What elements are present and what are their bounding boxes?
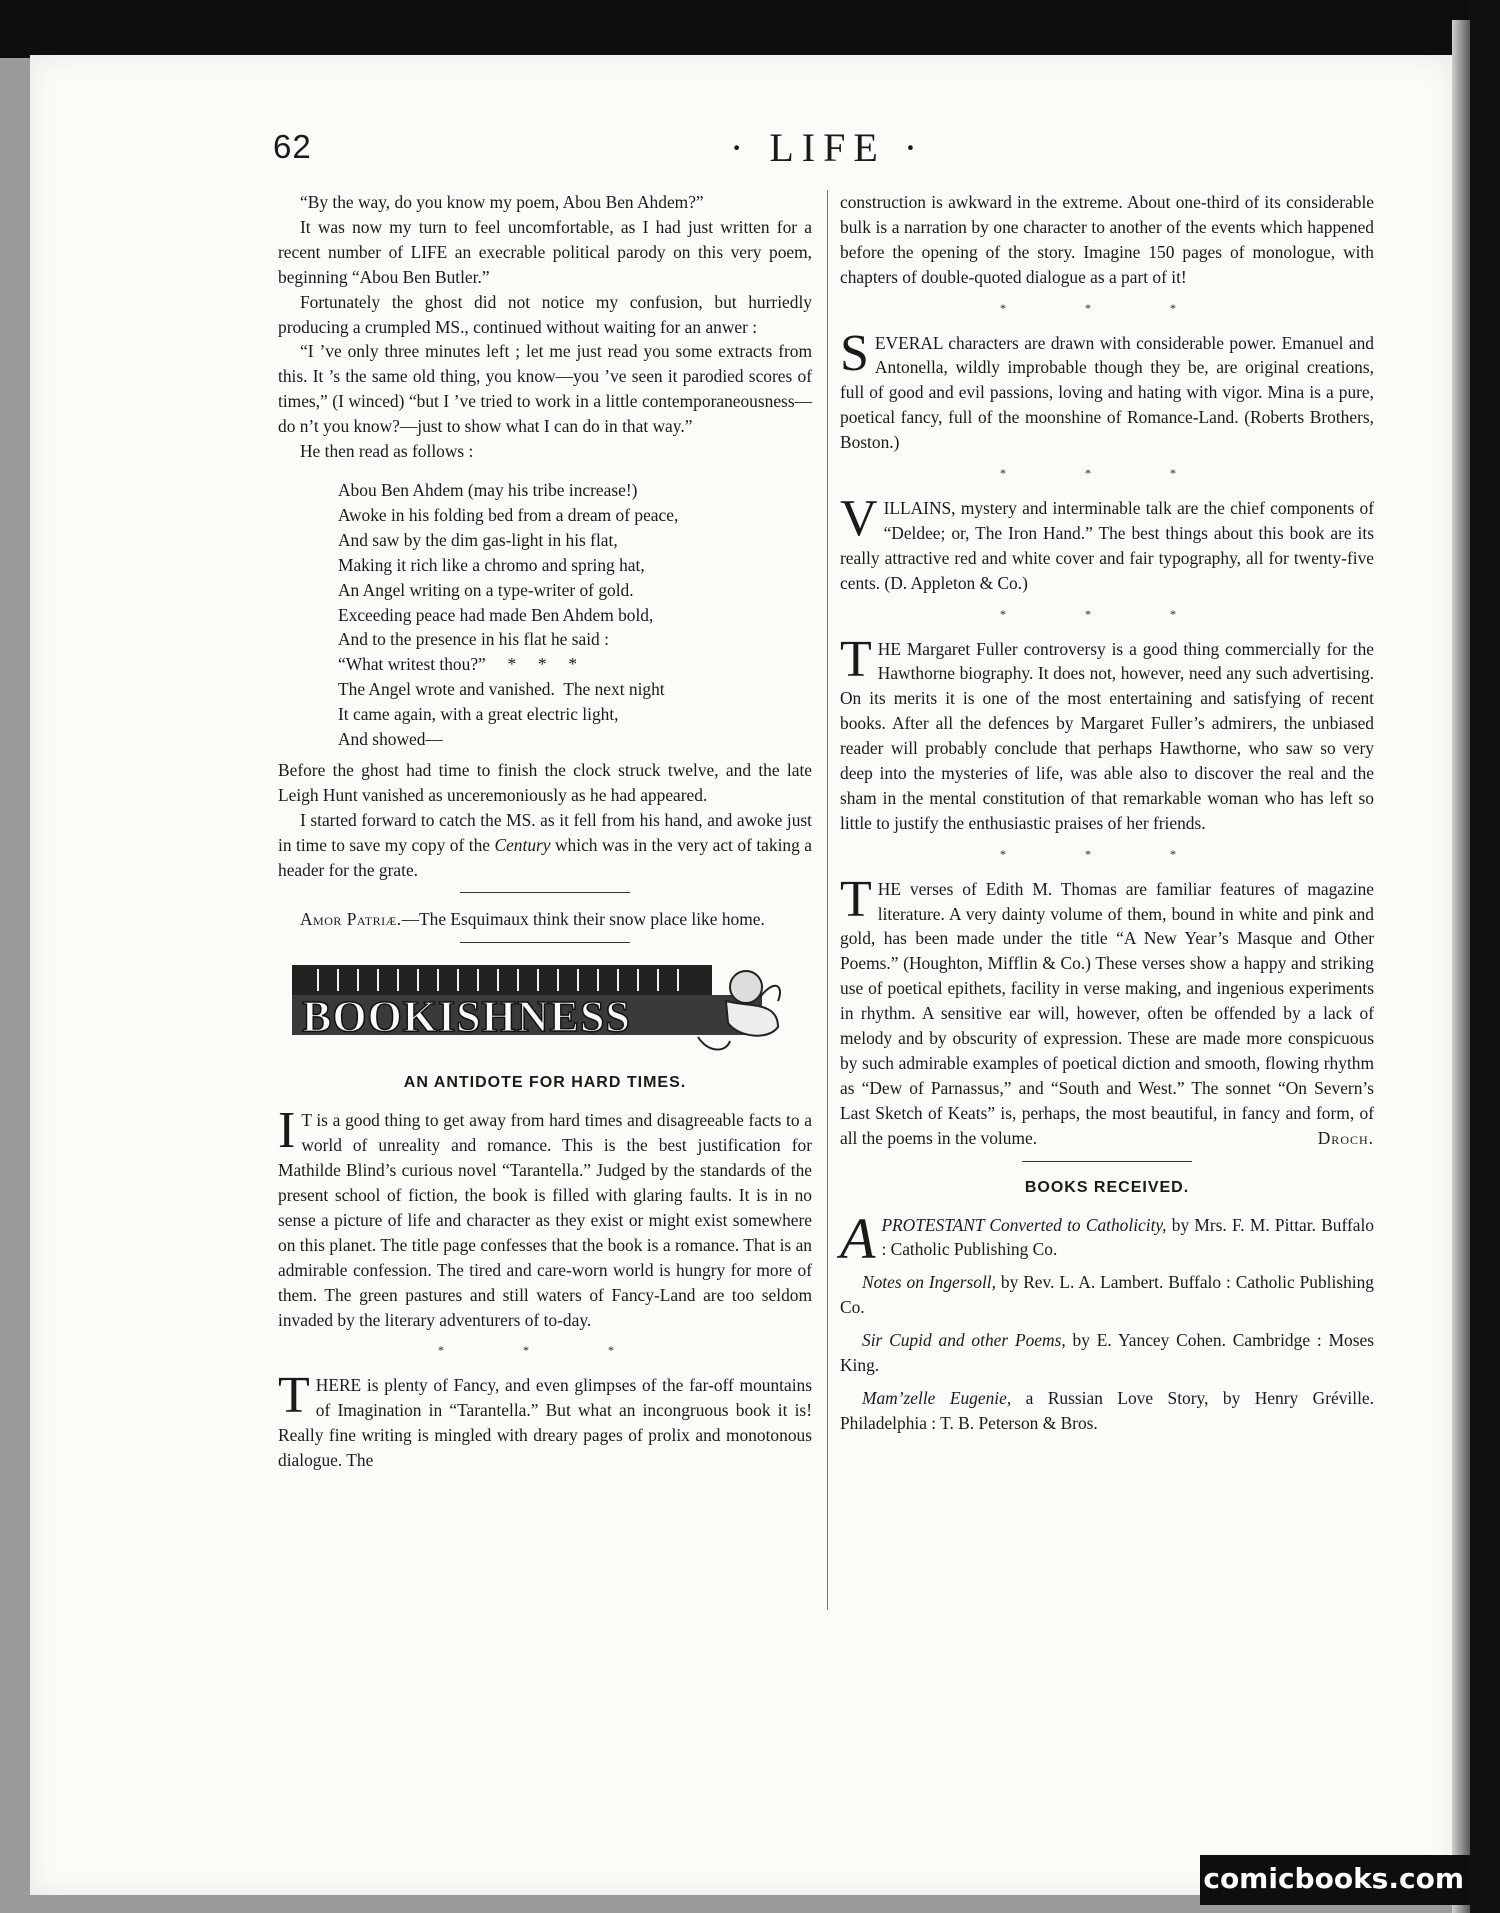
section-heading: BOOKS RECEIVED. (1024, 1178, 1190, 1196)
section-stars: * * * (1000, 846, 1214, 861)
left-column (278, 190, 812, 1473)
item-lead: Amor Patriæ. (300, 909, 402, 930)
drop-cap: T (278, 1367, 310, 1425)
divider (1022, 1161, 1192, 1162)
page-number: 62 (273, 128, 312, 165)
scan-binding-shadow (1452, 20, 1470, 1913)
poem-line: And showed— (338, 729, 443, 750)
paragraph: “By the way, do you know my poem, Abou Ben Ahdem?” (300, 192, 704, 212)
paragraph: Amor Patriæ.—The Esquimaux think their snow place like home. (300, 909, 765, 930)
section-stars: * * * (1000, 606, 1214, 621)
paragraph: He then read as follows : (300, 441, 474, 462)
paragraph: I started forward to catch the MS. as it fell from his hand, and awoke just in time to save my copy of the Century which was in the very act of taking a header for the grate. (278, 809, 813, 880)
paragraph: Before the ghost had time to finish the clock struck twelve, and the late Leigh Hunt vanished as unceremoniously as he had appeared. (278, 759, 812, 805)
scan-border-right (1470, 0, 1500, 1913)
paragraph: SEVERAL characters are drawn with considerable power. Emanuel and Antonella, wildly improbable though they be, are original creations, full of good and evil passions, loving and hating with vigor. Mina is a pure, poetical fancy, full of the moonshine of Romance-Land. (Roberts Brothers, Boston.) (840, 324, 1374, 453)
author-signature: Droch. (1317, 1127, 1374, 1148)
section-heading: AN ANTIDOTE FOR HARD TIMES. (403, 1074, 687, 1092)
section-stars: * * * (1000, 466, 1214, 481)
poem (338, 478, 812, 752)
paragraph: THERE is plenty of Fancy, and even glimpses of the far-off mountains of Imagination in “Tarantella.” But what an incongruous book it is! Really fine writing is mingled with dreary pages of prolix and monotonous dialogue. The (278, 1367, 812, 1471)
poem-line: The Angel wrote and vanished. The next night (338, 679, 665, 700)
drop-cap: T (840, 630, 872, 688)
poem-line: “What writest thou?” * * * (338, 654, 578, 675)
poem-line: Making it rich like a chromo and spring hat, (338, 554, 645, 575)
poem-line: And to the presence in his flat he said : (338, 629, 609, 650)
paragraph: THE Margaret Fuller controversy is a good thing commercially for the Hawthorne biography. It does not, however, need any such advertising. On its merits it is one of the most entertaining and satisfying of recent books. After all the defences by Margaret Fuller’s admirers, the unbiased reader will probably conclude that perhaps Hawthorne, who saw so very deep into the mysteries of life, was able also to discover the real and the sham in the mental constitution of that remarkable woman who has left so little to justify the enthusiastic praises of her friends. (840, 630, 1374, 833)
poem-line: An Angel writing on a type-writer of gold. (338, 579, 634, 600)
column-divider (827, 190, 828, 1610)
section-stars: * * * (438, 1343, 652, 1358)
paragraph: Fortunately the ghost did not notice my confusion, but hurriedly producing a crumpled MS., continued without waiting for an anwer : (278, 291, 812, 337)
divider (460, 892, 630, 893)
paragraph: I T is a good thing to get away from hard times and disagreeable facts to a world of unreality and romance. This is the best justification for Mathilde Blind’s curious novel “Tarantella.” Judged by the standards of the present school of fiction, the book is filled with glaring faults. It is in no sense a picture of life and character as they exist or might exist somewhere on this planet. The title page confesses that the book is a romance. That is an admirable confession. The tired and care-worn world is hungry for more of them. The green pastures and still waters of Fancy-Land are too seldom invaded by the literary adventurers of to-day. (278, 1102, 812, 1330)
poem-line: Awoke in his folding bed from a dream of peace, (338, 504, 679, 525)
divider (460, 942, 630, 943)
poem-line: Abou Ben Ahdem (may his tribe increase!) (338, 479, 638, 500)
bookishness-banner (278, 957, 788, 1057)
drop-cap: T (840, 870, 872, 928)
book-listing: Notes on Ingersoll, by Rev. L. A. Lambert. Buffalo : Catholic Publishing Co. (840, 1272, 1374, 1318)
paragraph: VILLAINS, mystery and interminable talk are the chief components of “Deldee; or, The Iron Hand.” The best things about this book are its really attractive red and white cover and fair typography, all for twenty-five cents. (D. Appleton & Co.) (840, 489, 1374, 593)
poem-line: Exceeding peace had made Ben Ahdem bold, (338, 604, 654, 625)
drop-cap: V (840, 489, 878, 547)
paragraph: THE verses of Edith M. Thomas are familiar features of magazine literature. A very dainty volume of them, bound in white and pink and gold, has been made under the title “A New Year’s Masque and Other Poems.” (Houghton, Mifflin & Co.) These verses show a happy and striking use of poetical epithets, facility in verse making, and ingenious experiments in rhythm. A sensitive ear will, however, often be offended by a lack of melody and by obscurity of expression. These are made more conspicuous by such admirable examples of poetical diction and smooth, flowing rhythm as “Dew of Parnassus,” and “South and West.” The sonnet “On Severn’s Last Sketch of Keats” is, perhaps, the most beautiful, in fancy and form, of all the poems in the volume. Droch. (840, 877, 1374, 1151)
masthead-title: · LIFE · (730, 125, 926, 170)
section-stars: * * * (1000, 300, 1214, 315)
paragraph: “I ’ve only three minutes left ; let me just read you some extracts from this. It ’s the same old thing, you know—you ’ve seen it parodied scores of times,” (I winced) “but I ’ve tried to work in a little contemporaneousness—do n’t you know?—just to show what I can do in that way.” (278, 341, 812, 437)
paragraph: construction is awkward in the extreme. About one-third of its considerable bulk is a narration by one character to another of the events which happened before the opening of the story. Imagine 150 pages of monologue, with chapters of double-quoted dialogue as a part of it! (840, 192, 1374, 287)
book-listing: Mam’zelle Eugenie, a Russian Love Story, by Henry Gréville. Philadelphia : T. B. Peterson & Bros. (840, 1387, 1374, 1433)
drop-cap: A (840, 1205, 876, 1271)
poem-line: It came again, with a great electric light, (338, 704, 619, 725)
scan-border-top (0, 0, 1500, 58)
right-column (840, 190, 1374, 1444)
poem-line: And saw by the dim gas-light in his flat, (338, 529, 618, 550)
magazine-name: Century (494, 834, 551, 855)
bookishness-title: BOOKISHNESS (302, 992, 631, 1042)
drop-cap: S (840, 324, 869, 382)
book-listing: APROTESTANT Converted to Catholicity, by Mrs. F. M. Pittar. Buffalo : Catholic Publishing Co. (840, 1205, 1374, 1271)
drop-cap: I (278, 1102, 296, 1160)
book-listing: Sir Cupid and other Poems, by E. Yancey Cohen. Cambridge : Moses King. (840, 1330, 1374, 1376)
paragraph: It was now my turn to feel uncomfortable, as I had just written for a recent number of LIFE an execrable political parody on this very poem, beginning “Abou Ben Butler.” (278, 216, 812, 287)
watermark-text: comicbooks.com (1203, 1862, 1464, 1895)
